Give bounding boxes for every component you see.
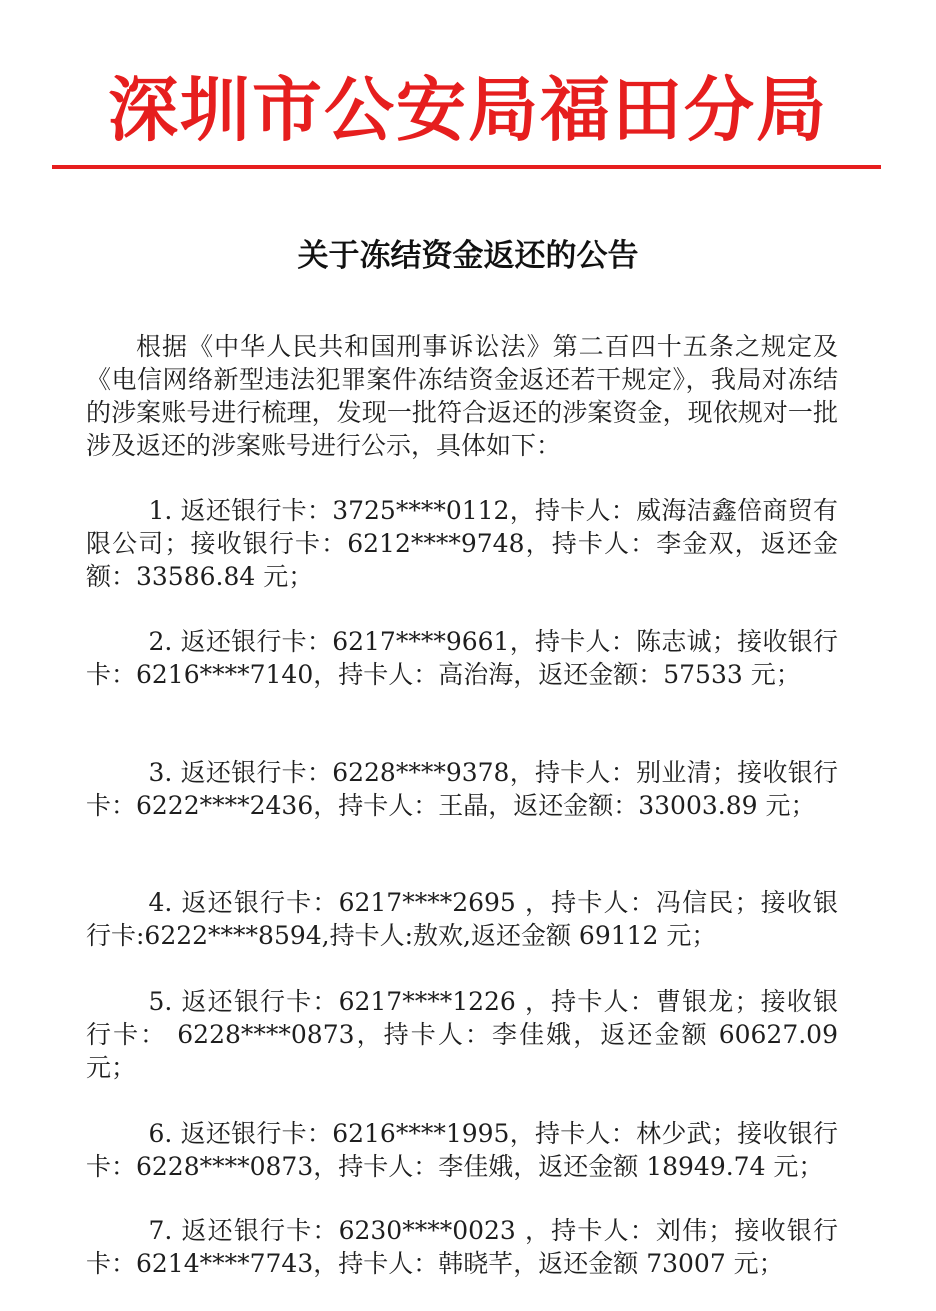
refund-item-6: 6. 返还银行卡：6216****1995，持卡人：林少武；接收银行卡：6228****0873，持卡人：李佳娥，返还金额 18949.74 元； (86, 1119, 838, 1181)
notice-title: 关于冻结资金返还的公告 (297, 238, 639, 274)
refund-item-1: 1. 返还银行卡：3725****0112，持卡人：威海洁鑫倍商贸有限公司；接收银行卡：6212****9748，持卡人：李金双，返还金额：33586.84 元； (86, 496, 838, 591)
refund-item-4: 4. 返还银行卡：6217****2695 ，持卡人：冯信民；接收银行卡:6222****8594,持卡人:敖欢,返还金额 69112 元； (86, 888, 838, 950)
notice-intro: 根据《中华人民共和国刑事诉讼法》第二百四十五条之规定及《电信网络新型违法犯罪案件冻结资金返还若干规定》，我局对冻结的涉案账号进行梳理，发现一批符合返还的涉案资金，现依规对一批涉及返还的涉案账号进行公示，具体如下： (86, 332, 838, 460)
letterhead (0, 62, 936, 158)
refund-item-7: 7. 返还银行卡：6230****0023 ，持卡人：刘伟；接收银行卡：6214****7743，持卡人：韩晓芊，返还金额 73007 元； (86, 1216, 838, 1278)
refund-item-5: 5. 返还银行卡：6217****1226 ，持卡人：曹银龙；接收银行卡： 6228****0873，持卡人：李佳娥，返还金额 60627.09 元； (86, 987, 838, 1082)
agency-name: 深圳市公安局福田分局 (108, 68, 828, 151)
refund-item-3: 3. 返还银行卡：6228****9378，持卡人：别业清；接收银行卡：6222****2436，持卡人：王晶，返还金额：33003.89 元； (86, 758, 838, 820)
refund-item-2: 2. 返还银行卡：6217****9661，持卡人：陈志诚；接收银行卡：6216****7140，持卡人：高治海，返还金额：57533 元； (86, 627, 838, 689)
letterhead-divider (52, 165, 881, 169)
